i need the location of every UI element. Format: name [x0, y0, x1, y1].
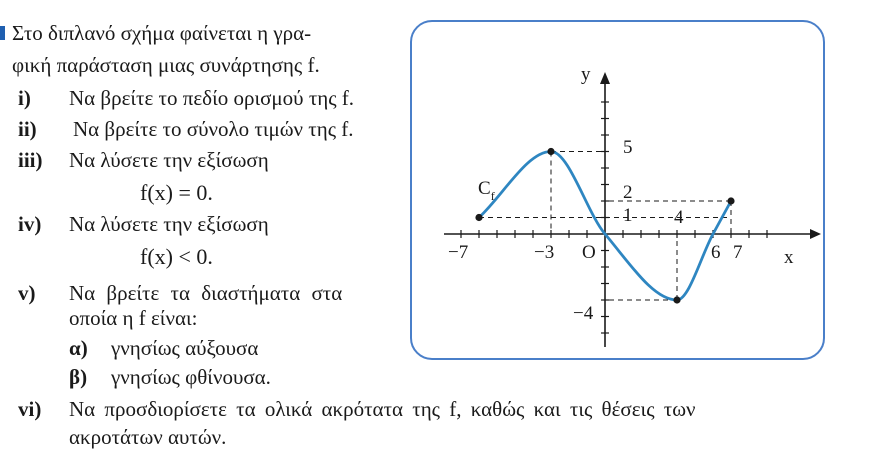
question-5b-text: γνησίως φθίνουσα.: [111, 365, 271, 389]
question-6-text-line2: ακροτάτων αυτών.: [69, 425, 227, 449]
origin-label: O: [582, 242, 596, 263]
question-2-text: Να βρείτε το σύνολο τιμών της f.: [73, 117, 354, 141]
x-axis-label: x: [784, 247, 794, 268]
question-5-label: v): [18, 281, 36, 305]
question-4: [18, 211, 269, 237]
intro-line-2: φική παράσταση μιας συνάρτησης f.: [12, 53, 320, 77]
question-3: [18, 147, 269, 173]
x-axis-arrow: [810, 229, 821, 239]
question-5-text-line2: οποία η f είναι:: [69, 306, 198, 330]
x-tick-label-neg3: −3: [534, 242, 555, 263]
y-tick-label-5: 5: [623, 137, 633, 158]
question-5-text-line1: Να βρείτε τα διαστήματα στα: [69, 281, 343, 305]
question-5a: [69, 335, 259, 361]
graph-point: [547, 148, 554, 155]
graph-point: [475, 214, 482, 221]
y-tick-label-2: 2: [623, 182, 633, 203]
question-5: [18, 280, 343, 306]
question-1-text: Να βρείτε το πεδίο ορισμού της f.: [69, 86, 355, 110]
question-5a-label: α): [69, 336, 88, 360]
question-6-label: vi): [18, 397, 42, 421]
question-3-text: Να λύσετε την εξίσωση: [69, 148, 269, 172]
graph-point: [727, 197, 734, 204]
question-4-label: iv): [18, 212, 42, 236]
question-3-label: iii): [18, 148, 43, 172]
question-1: [18, 85, 355, 111]
x-tick-label-4: 4: [674, 207, 684, 228]
question-5b-label: β): [69, 365, 88, 389]
bullet-marker: [0, 26, 5, 40]
question-2: [18, 116, 354, 142]
function-graph: [412, 22, 827, 362]
x-tick-label-neg7: −7: [448, 242, 469, 263]
x-tick-label-7: 7: [733, 242, 743, 263]
y-axis-label: y: [581, 64, 591, 85]
y-axis-arrow: [600, 72, 610, 84]
y-tick-label-neg4: −4: [573, 303, 594, 324]
question-2-label: ii): [18, 117, 37, 141]
question-1-label: i): [18, 86, 31, 110]
question-4-inequality: f(x) < 0.: [140, 244, 213, 269]
graph-panel: [410, 20, 825, 360]
x-tick-label-6: 6: [711, 242, 721, 263]
question-5b: [69, 364, 271, 390]
question-5a-text: γνησίως αύξουσα: [111, 336, 259, 360]
question-3-equation: f(x) = 0.: [140, 180, 213, 205]
graph-point: [673, 296, 680, 303]
intro-line-1: Στο διπλανό σχήμα φαίνεται η γρα-: [12, 21, 312, 45]
curve-label: $C_f$: [478, 178, 495, 203]
question-6: [18, 396, 696, 422]
question-6-text-line1: Να προσδιορίσετε τα ολικά ακρότατα της f, καθώς και τις θέσεις των: [69, 397, 696, 421]
question-4-text: Να λύσετε την εξίσωση: [69, 212, 269, 236]
y-tick-label-1: 1: [623, 205, 633, 226]
